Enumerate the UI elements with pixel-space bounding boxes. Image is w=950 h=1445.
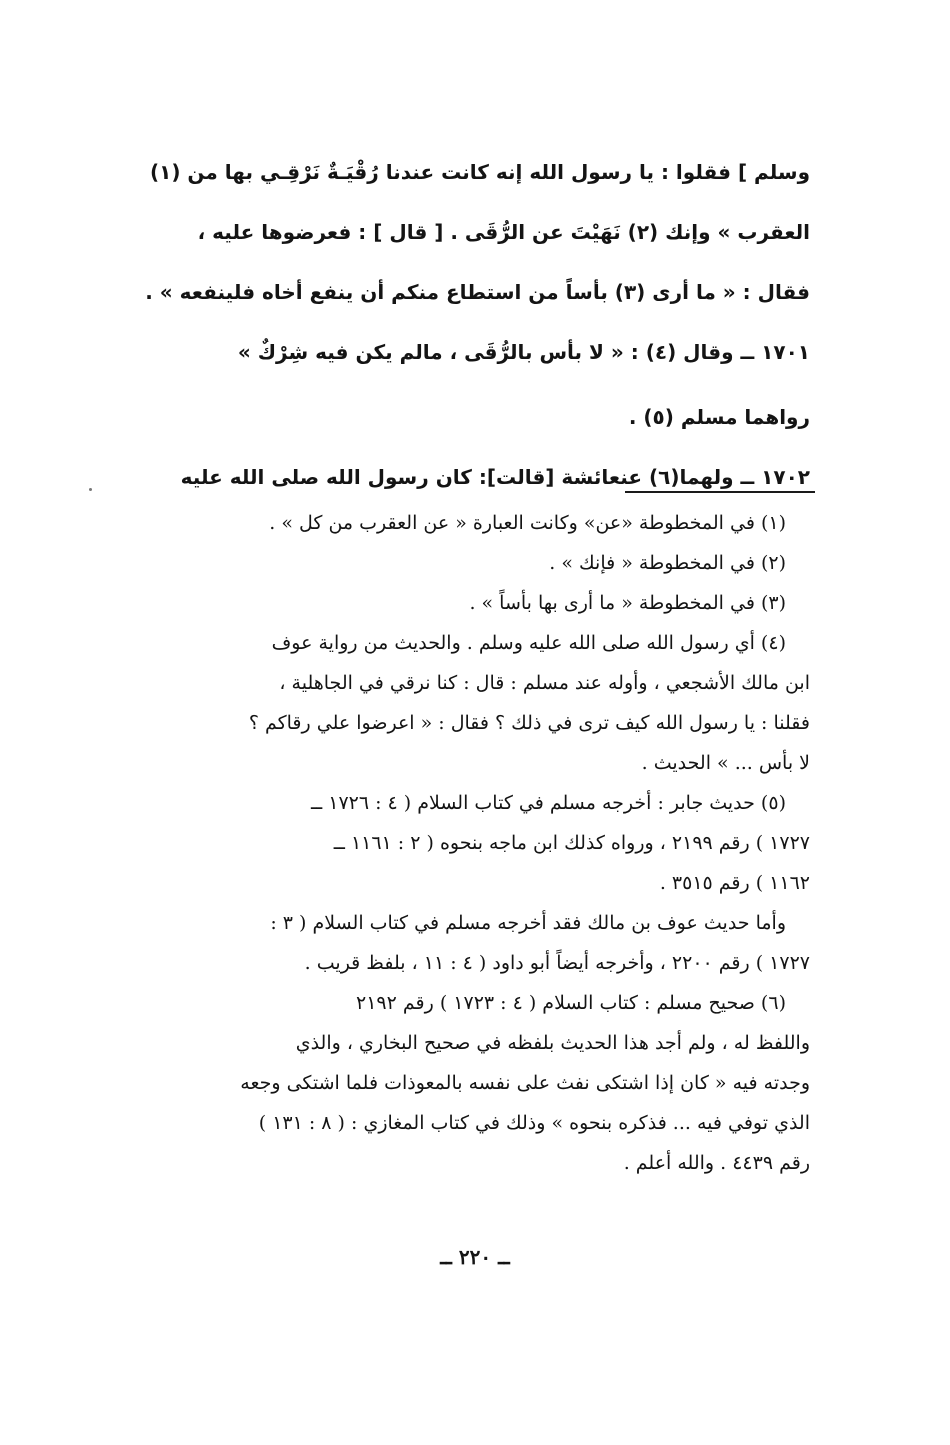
footnote-line: ابن مالك الأشجعي ، وأوله عند مسلم : قال : كنا نرقي في الجاهلية ، (279, 672, 810, 694)
footnote-line: ١٧٢٧ ) رقم ٢٢٠٠ ، وأخرجه أيضاً أبو داود ( ٤ : ١١ ، بلفظ قريب . (304, 952, 810, 974)
footnote-line: وأما حديث عوف بن مالك فقد أخرجه مسلم في كتاب السلام ( ٣ : (270, 912, 786, 934)
page-number: ــ ٢٢٠ ــ (440, 1245, 510, 1269)
footnote-separator (625, 491, 815, 493)
footnote-line: ١١٦٢ ) رقم ٣٥١٥ . (659, 872, 810, 894)
footnote-line: وجدته فيه « كان إذا اشتكى نفث على نفسه بالمعوذات فلما اشتكى وجعه (240, 1072, 810, 1094)
footnote-line: (١) في المخطوطة «عن» وكانت العبارة « عن العقرب من كل » . (269, 512, 786, 534)
footnote-line: ١٧٢٧ ) رقم ٢١٩٩ ، ورواه كذلك ابن ماجه بنحوه ( ٢ : ١١٦١ ــ (333, 832, 810, 854)
main-text-line: العقرب » وإنك (٢) نَهَيْتَ عن الرُّقَى . [ قال ] : فعرضوها عليه ، (197, 220, 810, 244)
footnotes-block (130, 505, 810, 1185)
footnote-line: (٤) أي رسول الله صلى الله عليه وسلم . والحديث من رواية عوف (271, 632, 786, 654)
main-text-line: رواهما مسلم (٥) . (628, 405, 810, 429)
footnote-line: (٣) في المخطوطة « ما أرى بها بأساً » . (469, 592, 786, 614)
footnote-line: فقلنا : يا رسول الله كيف ترى في ذلك ؟ فقال : « اعرضوا علي رقاكم ؟ (248, 712, 810, 734)
hadith-1702-line: ١٧٠٢ ــ ولهما(٦) عنعائشة [قالت]: كان رسول الله صلى الله عليه (180, 465, 810, 489)
footnote-line: الذي توفي فيه ... فذكره بنحوه » وذلك في كتاب المغازي : ( ٨ : ١٣١ ) (258, 1112, 810, 1134)
hadith-1701-line: ١٧٠١ ــ وقال (٤) : « لا بأس بالرُّقَى ، مالم يكن فيه شِرْكٌ » (237, 340, 810, 364)
main-text-line: فقال : « ما أرى (٣) بأساً من استطاع منكم أن ينفع أخاه فلينفعه » . (145, 280, 810, 304)
footnote-line: (٦) صحيح مسلم : كتاب السلام ( ٤ : ١٧٢٣ ) رقم ٢١٩٢ (356, 992, 786, 1014)
footnote-line: (٢) في المخطوطة « فإنك » . (549, 552, 786, 574)
scan-speck (89, 488, 92, 491)
footnote-line: واللفظ له ، ولم أجد هذا الحديث بلفظه في صحيح البخاري ، والذي (295, 1032, 810, 1054)
main-text-line: وسلم ] فقلوا : يا رسول الله إنه كانت عندنا رُقْيَـةٌ نَرْقِـي بها من (١) (149, 160, 810, 184)
footnote-line: رقم ٤٤٣٩ . والله أعلم . (623, 1152, 810, 1174)
footnote-line: لا بأس ... » الحديث . (641, 752, 810, 774)
footnote-line: (٥) حديث جابر : أخرجه مسلم في كتاب السلام ( ٤ : ١٧٢٦ ــ (311, 792, 786, 814)
main-text-block (130, 150, 810, 515)
